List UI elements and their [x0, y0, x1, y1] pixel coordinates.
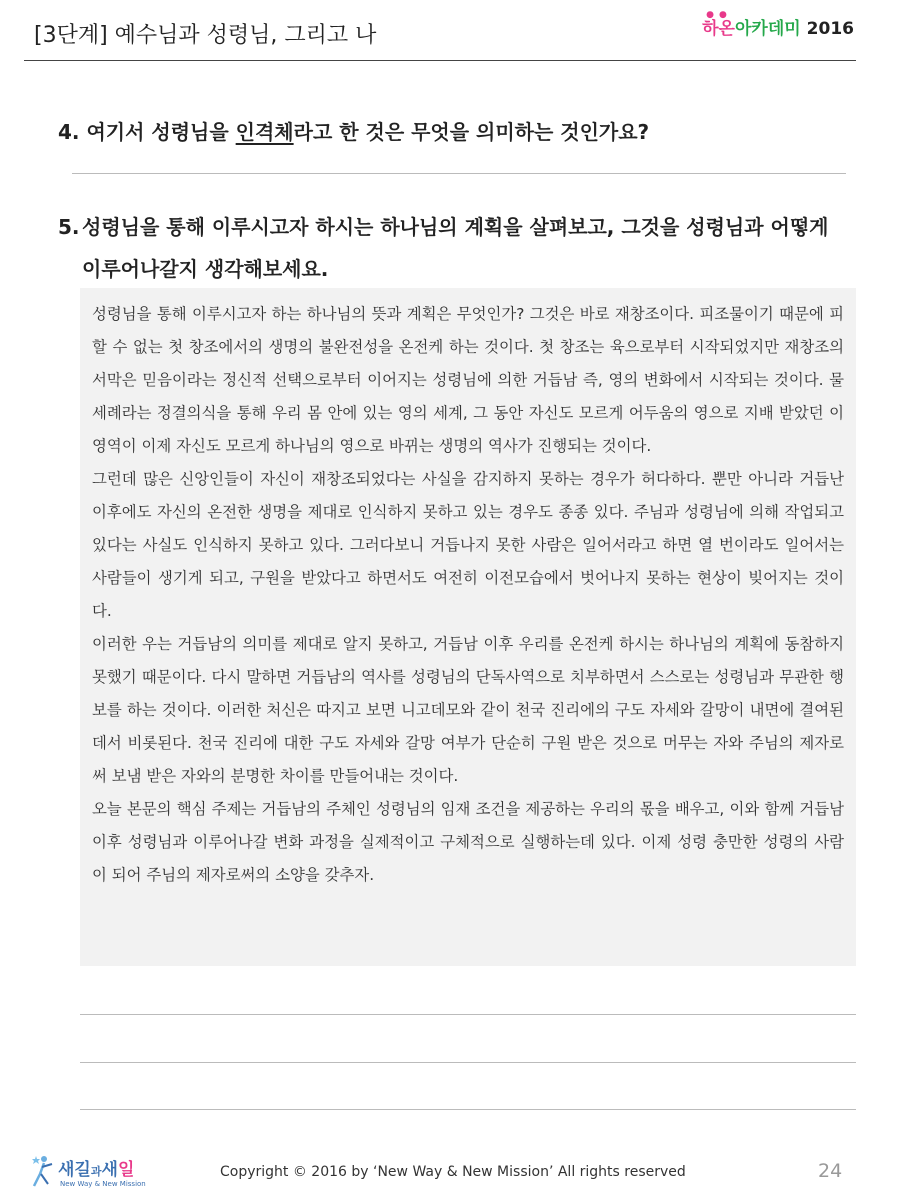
page-header-title: [3단계] 예수님과 성령님, 그리고 나: [34, 23, 377, 48]
header-divider: [24, 60, 856, 61]
question-4-underlined-term: 인격체: [235, 120, 294, 144]
question-5-number: 5.: [58, 215, 80, 239]
brand-name-part1: 하온: [702, 19, 735, 39]
logo-english-text: New Way & New Mission: [60, 1180, 146, 1188]
logo-text-part2: 과: [90, 1165, 102, 1178]
answer-box: [80, 288, 856, 966]
question-4-answer-line: [72, 173, 846, 174]
question-5: [58, 206, 848, 290]
question-4-number: 4.: [58, 120, 80, 144]
brand-year: 2016: [806, 19, 854, 39]
footer-logo: [30, 1152, 150, 1194]
copyright-notice: Copyright © 2016 by ‘New Way & New Mission’ All rights reserved: [220, 1164, 686, 1180]
logo-text-part3: 새: [101, 1160, 118, 1180]
page-number: 24: [818, 1160, 843, 1182]
answer-paragraph: 그런데 많은 신앙인들이 자신이 재창조되었다는 사실을 감지하지 못하는 경우가 허다하다. 뿐만 아니라 거듭난 이후에도 자신의 온전한 생명을 제대로 인식하지 못하고 있는 경우도 종종 있다. 주님과 성령님에 의해 작업되고 있다는 사실도 인식하지 못하고 있다. 그러다보니 거듭나지 못한 사람은 일어서라고 하면 열 번이라도 일어서는 사람들이 생기게 되고, 구원을 받았다고 하면서도 여전히 이전모습에서 벗어나지 못하는 현상이 빚어지는 것이다.: [92, 470, 844, 620]
question-5-text: 성령님을 통해 이루시고자 하시는 하나님의 계획을 살펴보고, 그것을 성령님과 어떻게 이루어나갈지 생각해보세요.: [82, 215, 829, 281]
answer-paragraph: 이러한 우는 거듭남의 의미를 제대로 알지 못하고, 거듭남 이후 우리를 온전케 하시는 하나님의 계획에 동참하지 못했기 때문이다. 다시 말하면 거듭남의 역사를 성령님의 단독사역으로 치부하면서 스스로는 성령님과 무관한 행보를 하는 것이다. 이러한 처신은 따지고 보면 니고데모와 같이 천국 진리에의 구도 자세와 갈망이 내면에 결여된 데서 비롯된다. 천국 진리에 대한 구도 자세와 갈망 여부가 단순히 구원 받은 것으로 머무는 자와 주님의 제자로써 보냄 받은 자와의 분명한 차이를 만들어내는 것이다.: [92, 635, 844, 785]
figure-icon: [30, 1154, 56, 1188]
blank-answer-line: [80, 1014, 856, 1015]
logo-text-part1: 새길: [58, 1160, 91, 1180]
answer-paragraph: 오늘 본문의 핵심 주제는 거듭남의 주체인 성령님의 임재 조건을 제공하는 우리의 몫을 배우고, 이와 함께 거듭남 이후 성령님과 이루어나갈 변화 과정을 실제적이고 구체적으로 실행하는데 있다. 이제 성령 충만한 성령의 사람이 되어 주님의 제자로써의 소양을 갖추자.: [92, 800, 844, 884]
blank-answer-line: [80, 1062, 856, 1063]
logo-text-part4: 일: [117, 1160, 135, 1180]
brand-name-part2: 아카데미: [734, 19, 801, 39]
blank-answer-line: [80, 1109, 856, 1110]
question-4-text-after: 라고 한 것은 무엇을 의미하는 것인가요?: [293, 120, 650, 144]
question-4-text-before: 여기서 성령님을: [86, 120, 236, 144]
question-4: [58, 116, 860, 145]
answer-paragraph: 성령님을 통해 이루시고자 하는 하나님의 뜻과 계획은 무엇인가? 그것은 바로 재창조이다. 피조물이기 때문에 피할 수 없는 첫 창조에서의 생명의 불완전성을 온전케 하는 것이다. 첫 창조는 육으로부터 시작되었지만 재창조의 서막은 믿음이라는 정신적 선택으로부터 이어지는 성령님에 의한 거듭남 즉, 영의 변화에서 시작되는 것이다. 물세례라는 정결의식을 통해 우리 몸 안에 있는 영의 세계, 그 동안 자신도 모르게 어두움의 영으로 지배 받았던 이 영역이 이제 자신도 모르게 하나님의 영으로 바뀌는 생명의 역사가 진행되는 것이다.: [92, 305, 844, 455]
brand-dots-icon: ●●: [706, 10, 732, 20]
brand-logo: [702, 10, 854, 39]
